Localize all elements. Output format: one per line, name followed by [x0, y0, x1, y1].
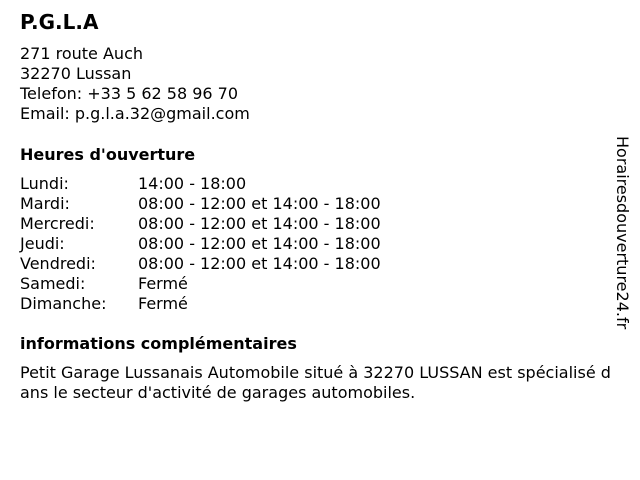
email-address: Email: p.g.l.a.32@gmail.com [20, 104, 250, 123]
site-watermark: Horairesdouverture24.fr [613, 136, 632, 330]
address-block [20, 44, 250, 124]
hours-row [20, 174, 381, 194]
hours-table [20, 174, 381, 314]
hours-day: Jeudi: [20, 234, 65, 253]
hours-day: Samedi: [20, 274, 86, 293]
info-description: Petit Garage Lussanais Automobile situé à 32270 LUSSAN est spécialisé dans le secteur d'activité de garages automobiles. [20, 363, 611, 402]
address-city: 32270 Lussan [20, 64, 132, 83]
hours-row [20, 194, 381, 214]
info-heading: informations complémentaires [20, 334, 297, 353]
hours-heading: Heures d'ouverture [20, 145, 196, 164]
hours-row [20, 214, 381, 234]
hours-row [20, 294, 381, 314]
hours-day: Lundi: [20, 174, 69, 193]
hours-time: 08:00 - 12:00 et 14:00 - 18:00 [138, 214, 381, 233]
hours-day: Mardi: [20, 194, 70, 213]
hours-row [20, 274, 381, 294]
hours-day: Dimanche: [20, 294, 107, 313]
hours-time: 14:00 - 18:00 [138, 174, 247, 193]
phone-number: Telefon: +33 5 62 58 96 70 [20, 84, 239, 103]
hours-day: Vendredi: [20, 254, 96, 273]
address-street: 271 route Auch [20, 44, 144, 63]
hours-time: 08:00 - 12:00 et 14:00 - 18:00 [138, 254, 381, 273]
business-name: P.G.L.A [20, 10, 99, 34]
hours-time: 08:00 - 12:00 et 14:00 - 18:00 [138, 234, 381, 253]
hours-time: Fermé [138, 294, 188, 313]
hours-day: Mercredi: [20, 214, 95, 233]
hours-row [20, 254, 381, 274]
hours-row [20, 234, 381, 254]
hours-time: 08:00 - 12:00 et 14:00 - 18:00 [138, 194, 381, 213]
hours-time: Fermé [138, 274, 188, 293]
